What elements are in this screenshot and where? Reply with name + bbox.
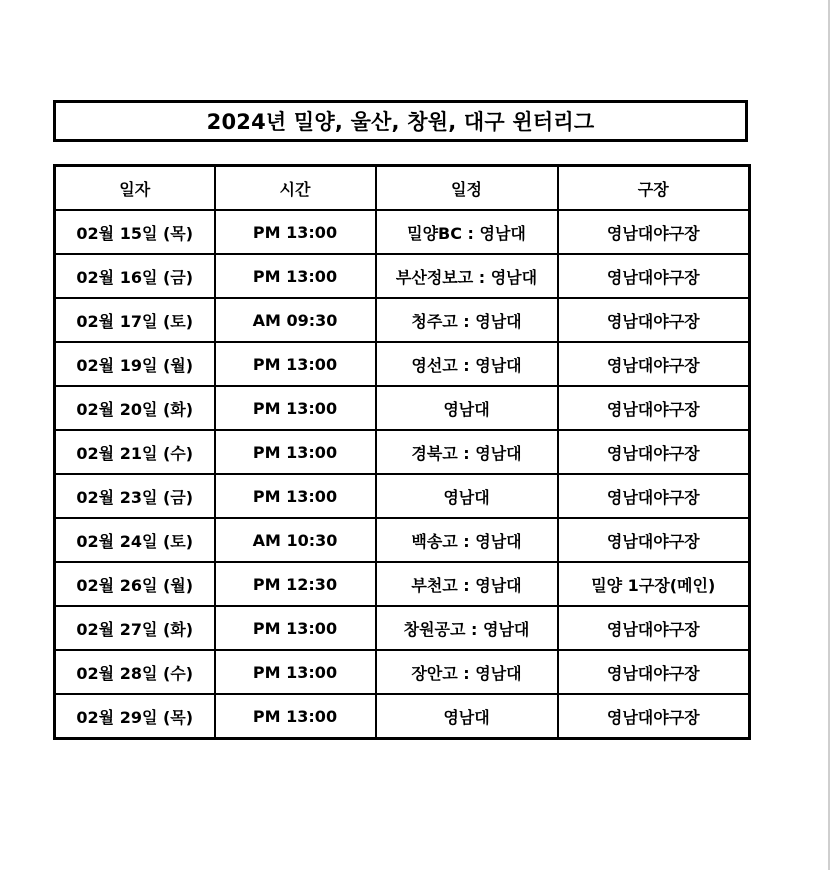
cell-date: 02월 27일 (화) xyxy=(55,606,215,650)
cell-date: 02월 15일 (목) xyxy=(55,210,215,254)
table-row xyxy=(55,650,750,694)
table-row xyxy=(55,518,750,562)
cell-schedule: 부천고 : 영남대 xyxy=(376,562,558,606)
table-row xyxy=(55,694,750,739)
cell-venue: 영남대야구장 xyxy=(558,430,750,474)
table-row xyxy=(55,386,750,430)
cell-date: 02월 24일 (토) xyxy=(55,518,215,562)
cell-schedule: 경북고 : 영남대 xyxy=(376,430,558,474)
table-row xyxy=(55,430,750,474)
cell-schedule: 영선고 : 영남대 xyxy=(376,342,558,386)
cell-venue: 영남대야구장 xyxy=(558,254,750,298)
cell-schedule: 창원공고 : 영남대 xyxy=(376,606,558,650)
cell-date: 02월 17일 (토) xyxy=(55,298,215,342)
header-time: 시간 xyxy=(215,166,376,211)
cell-schedule: 부산정보고 : 영남대 xyxy=(376,254,558,298)
cell-schedule: 영남대 xyxy=(376,474,558,518)
header-venue: 구장 xyxy=(558,166,750,211)
header-date: 일자 xyxy=(55,166,215,211)
cell-time: PM 13:00 xyxy=(215,430,376,474)
table-row xyxy=(55,254,750,298)
table-row xyxy=(55,210,750,254)
cell-venue: 영남대야구장 xyxy=(558,694,750,739)
cell-venue: 영남대야구장 xyxy=(558,210,750,254)
table-header-row xyxy=(55,166,750,211)
cell-schedule: 영남대 xyxy=(376,386,558,430)
header-schedule: 일정 xyxy=(376,166,558,211)
page-title: 2024년 밀양, 울산, 창원, 대구 윈터리그 xyxy=(206,110,595,134)
title-box xyxy=(53,100,748,142)
cell-time: PM 13:00 xyxy=(215,342,376,386)
cell-time: PM 13:00 xyxy=(215,474,376,518)
cell-date: 02월 21일 (수) xyxy=(55,430,215,474)
cell-date: 02월 20일 (화) xyxy=(55,386,215,430)
table-row xyxy=(55,298,750,342)
cell-schedule: 백송고 : 영남대 xyxy=(376,518,558,562)
cell-time: PM 13:00 xyxy=(215,210,376,254)
table-row xyxy=(55,606,750,650)
cell-venue: 밀양 1구장(메인) xyxy=(558,562,750,606)
cell-venue: 영남대야구장 xyxy=(558,518,750,562)
cell-venue: 영남대야구장 xyxy=(558,650,750,694)
table-row xyxy=(55,342,750,386)
cell-time: AM 09:30 xyxy=(215,298,376,342)
cell-venue: 영남대야구장 xyxy=(558,474,750,518)
cell-schedule: 장안고 : 영남대 xyxy=(376,650,558,694)
cell-date: 02월 23일 (금) xyxy=(55,474,215,518)
cell-time: PM 13:00 xyxy=(215,694,376,739)
schedule-table xyxy=(53,164,751,740)
cell-time: PM 13:00 xyxy=(215,650,376,694)
cell-time: PM 13:00 xyxy=(215,386,376,430)
table-row xyxy=(55,474,750,518)
cell-venue: 영남대야구장 xyxy=(558,606,750,650)
cell-date: 02월 16일 (금) xyxy=(55,254,215,298)
cell-date: 02월 19일 (월) xyxy=(55,342,215,386)
cell-venue: 영남대야구장 xyxy=(558,386,750,430)
cell-schedule: 밀양BC : 영남대 xyxy=(376,210,558,254)
table-row xyxy=(55,562,750,606)
cell-date: 02월 29일 (목) xyxy=(55,694,215,739)
cell-time: AM 10:30 xyxy=(215,518,376,562)
cell-time: PM 12:30 xyxy=(215,562,376,606)
cell-venue: 영남대야구장 xyxy=(558,298,750,342)
cell-date: 02월 28일 (수) xyxy=(55,650,215,694)
cell-schedule: 영남대 xyxy=(376,694,558,739)
cell-date: 02월 26일 (월) xyxy=(55,562,215,606)
cell-time: PM 13:00 xyxy=(215,254,376,298)
cell-time: PM 13:00 xyxy=(215,606,376,650)
cell-schedule: 청주고 : 영남대 xyxy=(376,298,558,342)
cell-venue: 영남대야구장 xyxy=(558,342,750,386)
table-body xyxy=(55,210,750,739)
